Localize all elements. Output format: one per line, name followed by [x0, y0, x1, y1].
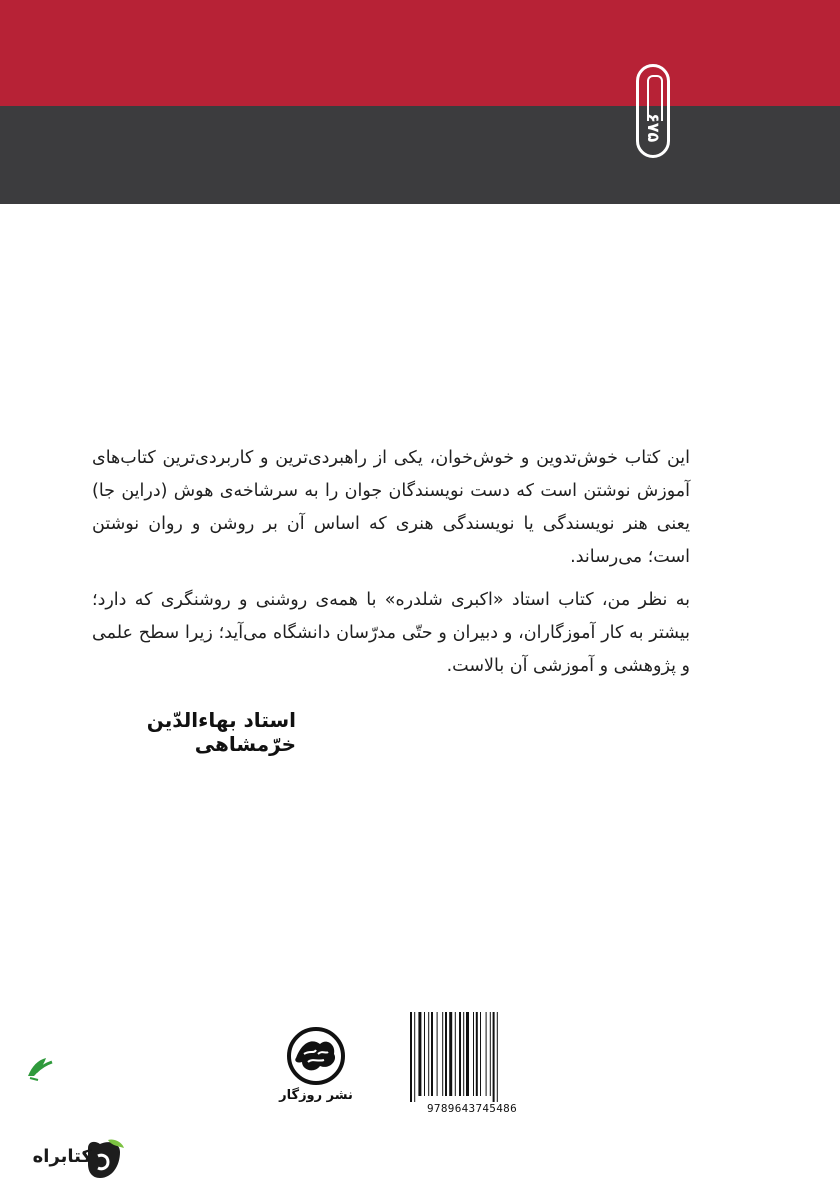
- barcode: [408, 1012, 536, 1102]
- brand-name: کتابراه: [32, 1146, 92, 1167]
- header-dark-band: [0, 106, 840, 204]
- series-number: ۶۷۵: [644, 113, 663, 143]
- blurb-paragraph-1: این کتاب خوش‌تدوین و خوش‌خوان، یکی از راهبردی‌ترین و کاربردی‌ترین کتاب‌های آموزش نوشتن است که دست نویسندگان جوان را به سرشاخه‌ی هوش (دراین جا) یعنی هنر نویسندگی یا نویسندگی هنری که اساس آن بر روشن و روان نوشتن است؛ می‌رساند.: [92, 448, 690, 567]
- blurb-paragraph-2: به نظر من، کتاب استاد «اکبری شلدره» با همه‌ی روشنی و روشنگری که دارد؛ بیشتر به کار آموزگاران، و دبیران و حتّی مدرّسان دانشگاه می‌آید؛ زیرا سطح علمی و پژوهشی و آموزشی آن بالاست.: [92, 590, 690, 676]
- back-cover-blurb: [92, 442, 690, 693]
- isbn-number: 9789643745486: [427, 1102, 517, 1115]
- publisher-logo-icon: [280, 1024, 352, 1088]
- green-pen-icon: [24, 1052, 56, 1082]
- publisher-name: نشر روزگار: [279, 1088, 353, 1103]
- author-signature: استاد بهاءالدّین خرّمشاهی: [146, 708, 296, 756]
- header-red-band: [0, 0, 840, 106]
